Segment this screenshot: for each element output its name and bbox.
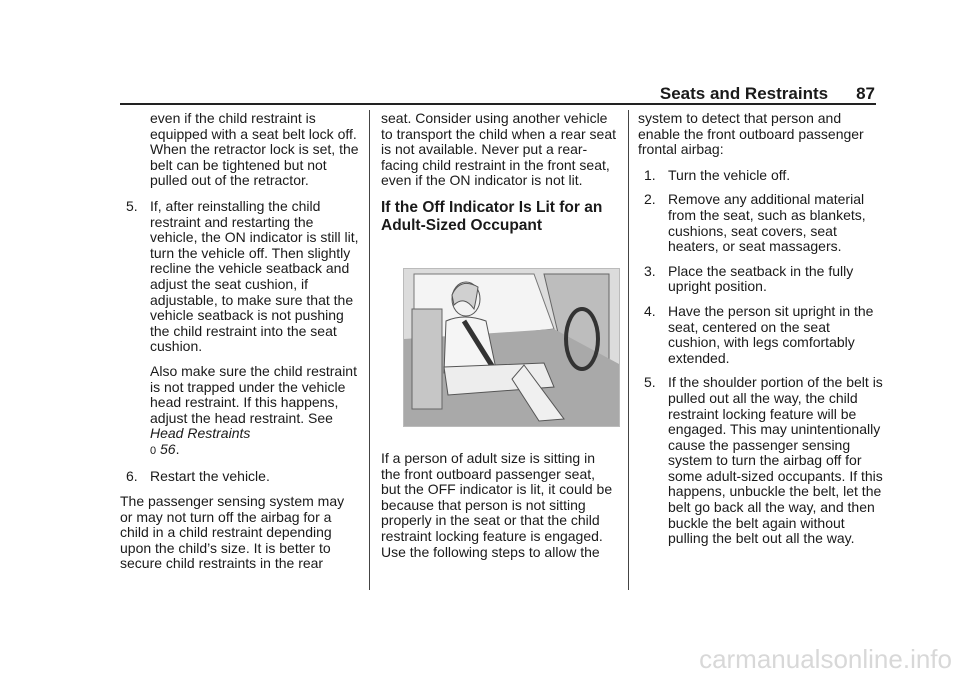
column-divider-2 — [628, 110, 629, 590]
list-item — [120, 199, 360, 355]
list-text: Restart the vehicle. — [150, 468, 270, 485]
continued-list-text: even if the child restraint is equipped with a seat belt lock off. When the retractor lock is set, the belt can be tightened but not pulled out of the retractor. — [150, 110, 359, 189]
page-ref-number[interactable]: 56 — [160, 440, 176, 457]
list-item — [120, 469, 360, 485]
section-title: Seats and Restraints — [659, 84, 829, 103]
cross-reference-link[interactable]: Head Restraints — [150, 425, 251, 442]
list-item — [638, 304, 883, 366]
list-item — [638, 264, 883, 295]
page-number: 87 — [856, 84, 875, 103]
list-text: If, after reinstalling the child restraint and restarting the vehicle, the ON indicator is still lit, turn the vehicle off. Then slightly recline the vehicle seatback and adjust the seat cushion, if adjustable, to make sure that the vehicle seatback is not pushing the child restraint into the seat cushion. — [150, 197, 359, 355]
sub-paragraph-text: Also make sure the child restraint is not trapped under the vehicle head restraint. If this happens, adjust the head restraint. See — [150, 362, 357, 426]
sentence-end: . — [175, 440, 180, 457]
list-number: 1. — [644, 166, 656, 183]
list-number: 5. — [126, 197, 138, 214]
list-number: 4. — [644, 302, 656, 319]
list-text: If the shoulder portion of the belt is pulled out all the way, the child restraint locking feature will be engaged. This may unintentionally cause the passenger sensing system to turn the airbag off for some adult-sized occupants. If this happens, unbuckle the belt, let the belt go back all the way, and then buckle the belt again without pulling the belt out all the way. — [668, 374, 883, 547]
list-number: 2. — [644, 191, 656, 208]
list-text: Place the seatback in the fully upright position. — [668, 262, 854, 295]
continued-paragraph: seat. Consider using another vehicle to transport the child when a rear seat is not available. Never put a rear-facing child restraint in the front seat, even if the ON indicator is not lit. — [381, 110, 617, 189]
list-number: 5. — [644, 374, 656, 391]
column-2 — [381, 111, 617, 570]
list-number: 3. — [644, 262, 656, 279]
list-text: Have the person sit upright in the seat, centered on the seat cushion, with legs comfortably extended. — [668, 302, 874, 366]
page-ref-icon: 0 — [150, 444, 157, 457]
column-3 — [638, 111, 883, 556]
illustration-svg — [404, 269, 619, 426]
column-divider-1 — [369, 110, 370, 590]
body-paragraph: If a person of adult size is sitting in the front outboard passenger seat, but the OFF indicator is lit, it could be because that person is not sitting properly in the seat or that the child restraint locking feature is engaged. Use the following steps to allow the — [381, 449, 613, 560]
list-number: 6. — [126, 468, 138, 485]
section-heading: If the Off Indicator Is Lit for an Adult-Sized Occupant — [381, 198, 603, 235]
body-paragraph: The passenger sensing system may or may not turn off the airbag for a child in a child restraint depending upon the child’s size. It is better to secure child restraints in the rear — [120, 493, 345, 572]
continued-paragraph: system to detect that person and enable the front outboard passenger frontal airbag: — [638, 110, 864, 158]
watermark: carmanualsonline.info — [699, 644, 952, 674]
list-item — [638, 168, 883, 184]
list-item — [638, 192, 883, 254]
header-rule — [120, 103, 876, 105]
list-text: Remove any additional material from the seat, such as blankets, cushions, seat covers, seat heaters, or seat massagers. — [668, 191, 866, 255]
list-item — [638, 375, 883, 547]
adult-occupant-illustration — [403, 268, 620, 427]
sub-paragraph — [120, 364, 360, 460]
list-text: Turn the vehicle off. — [668, 166, 791, 183]
column-1 — [120, 111, 360, 582]
